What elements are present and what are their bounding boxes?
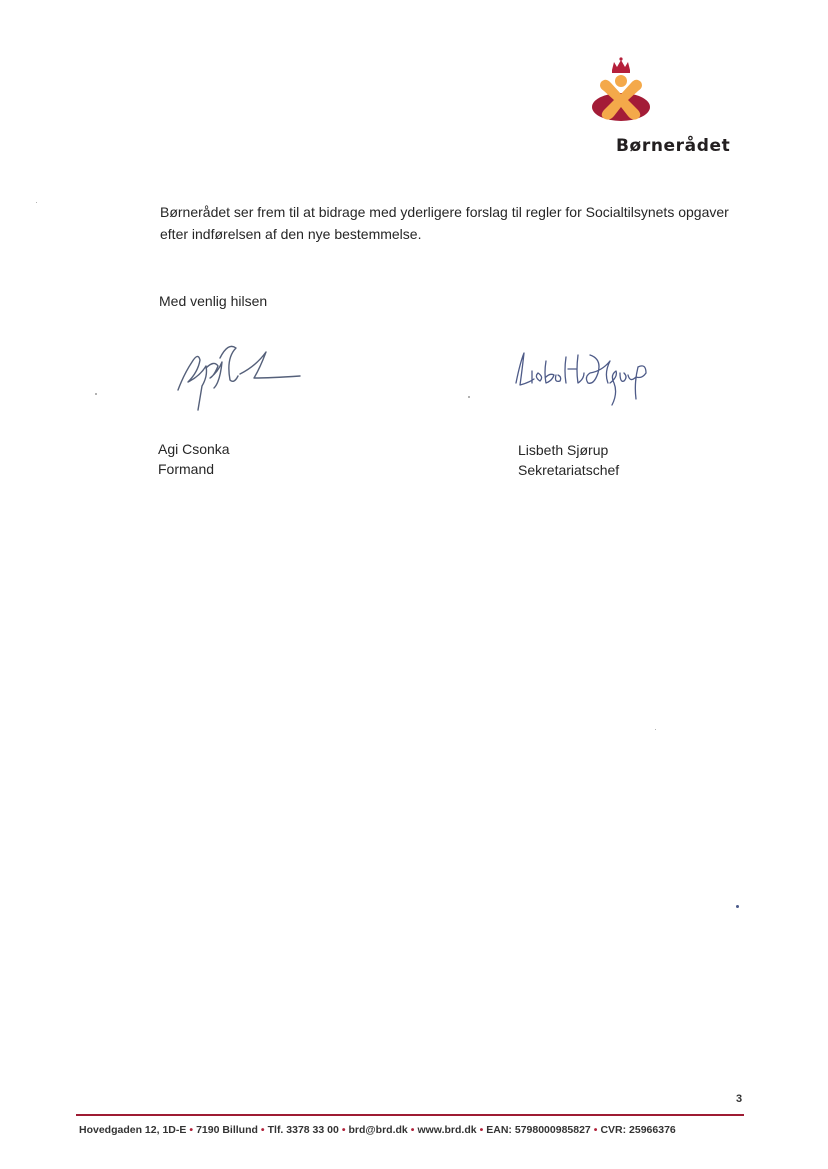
footer-phone: Tlf. 3378 33 00 [267, 1124, 339, 1136]
page-number: 3 [736, 1093, 743, 1105]
signatory-name: Agi Csonka [158, 441, 230, 457]
scan-speck [468, 396, 470, 398]
closing-phrase: Med venlig hilsen [159, 293, 268, 309]
bullet-icon: • [341, 1124, 346, 1136]
footer-divider [76, 1114, 744, 1116]
signature-agi-csonka-icon [170, 332, 310, 417]
footer-email[interactable]: brd@brd.dk [348, 1124, 408, 1136]
bullet-icon: • [189, 1124, 194, 1136]
footer-contact [79, 1124, 739, 1136]
bullet-icon: • [479, 1124, 484, 1136]
scan-speck [736, 905, 739, 908]
footer-ean: EAN: 5798000985827 [486, 1124, 591, 1136]
signatory-title: Sekretariatschef [518, 462, 620, 478]
footer-address: Hovedgaden 12, 1D-E [79, 1124, 187, 1136]
scan-speck [655, 729, 656, 730]
footer-city: 7190 Billund [196, 1124, 258, 1136]
signatory-left [158, 439, 230, 479]
scan-speck [36, 202, 37, 203]
logo-wordmark: Børnerådet [616, 136, 731, 156]
bullet-icon: • [593, 1124, 598, 1136]
scan-speck [95, 393, 97, 395]
bullet-icon: • [410, 1124, 415, 1136]
bullet-icon: • [260, 1124, 265, 1136]
crown-icon [612, 57, 630, 73]
borneradet-logo-icon [586, 56, 656, 126]
signatory-title: Formand [158, 461, 215, 477]
signatory-right [518, 440, 619, 480]
footer-cvr: CVR: 25966376 [600, 1124, 676, 1136]
footer-web[interactable]: www.brd.dk [417, 1124, 477, 1136]
letter-paragraph: Børnerådet ser frem til at bidrage med yderligere forslag til regler for Socialtilsynets opgaver efter indførelsen af den nye bestemmelse. [160, 204, 729, 242]
signatory-name: Lisbeth Sjørup [518, 442, 609, 458]
signature-lisbeth-sjorup-icon [510, 343, 670, 413]
